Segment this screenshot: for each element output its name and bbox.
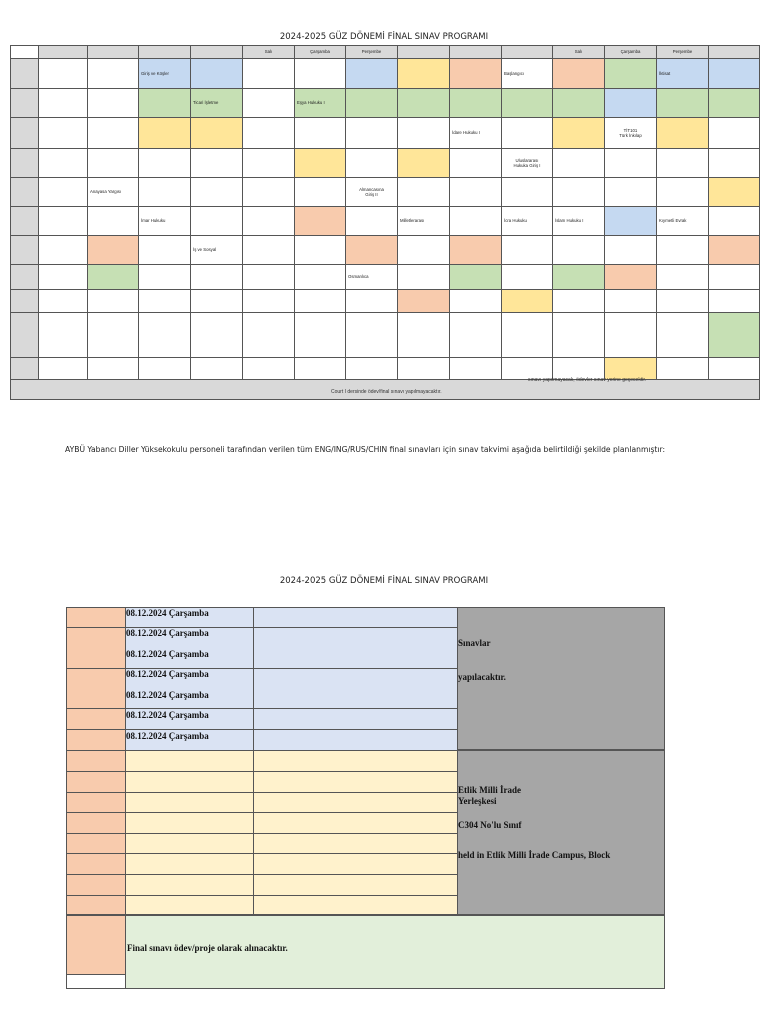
grid-cell bbox=[450, 236, 502, 265]
grid-cell bbox=[502, 265, 553, 290]
gray-note-2-line-1: Etlik Milli İrade bbox=[458, 785, 521, 795]
grid-cell bbox=[398, 178, 450, 207]
grid-header-cell bbox=[398, 46, 450, 59]
grid-cell bbox=[88, 118, 139, 149]
grid-cell bbox=[398, 313, 450, 358]
grid-cell bbox=[11, 236, 39, 265]
grid-cell bbox=[657, 118, 709, 149]
grid-cell bbox=[709, 118, 760, 149]
grid-cell bbox=[243, 313, 295, 358]
grid-cell bbox=[605, 207, 657, 236]
grid-cell bbox=[657, 358, 709, 380]
white-corner-cell bbox=[66, 975, 126, 989]
grid-cell: Almancasına Giriş II bbox=[346, 178, 398, 207]
grid-cell bbox=[88, 290, 139, 313]
grid-header-cell: Çarşamba bbox=[295, 46, 346, 59]
grid-cell bbox=[295, 290, 346, 313]
grid-cell bbox=[243, 265, 295, 290]
grid-cell bbox=[191, 118, 243, 149]
grid-cell: İktisat bbox=[657, 59, 709, 89]
grid-cell bbox=[243, 59, 295, 89]
grid-cell bbox=[243, 358, 295, 380]
grid-cell: Kıymetli Evrak bbox=[657, 207, 709, 236]
gray-note-2-line-4: held in Etlik Milli İrade Campus, Block bbox=[458, 850, 611, 860]
grid-cell bbox=[657, 149, 709, 178]
grid-cell: Anayasa Yargısı bbox=[88, 178, 139, 207]
blue-empty-cell bbox=[253, 627, 458, 669]
grid-cell bbox=[709, 236, 760, 265]
grid-cell bbox=[39, 265, 88, 290]
grid-cell bbox=[295, 178, 346, 207]
grid-cell bbox=[398, 236, 450, 265]
yellow-cell bbox=[253, 792, 458, 813]
grid-cell bbox=[191, 59, 243, 89]
grid-cell bbox=[605, 59, 657, 89]
grid-cell bbox=[11, 59, 39, 89]
orange-label-cell bbox=[66, 729, 126, 751]
grid-header-cell bbox=[450, 46, 502, 59]
grid-cell: Osmanlıca bbox=[346, 265, 398, 290]
yellow-cell bbox=[253, 812, 458, 834]
grid-cell bbox=[139, 236, 191, 265]
grid-header-cell bbox=[502, 46, 553, 59]
grid-cell bbox=[39, 290, 88, 313]
orange-label-cell bbox=[66, 853, 126, 875]
grid-cell bbox=[553, 265, 605, 290]
grid-cell bbox=[657, 313, 709, 358]
grid-cell bbox=[139, 149, 191, 178]
exam-date-text: 08.12.2024 Çarşamba bbox=[126, 628, 209, 638]
grid-cell bbox=[502, 236, 553, 265]
orange-label-cell bbox=[66, 668, 126, 709]
grid-cell bbox=[191, 290, 243, 313]
grid-cell bbox=[11, 290, 39, 313]
grid-cell bbox=[243, 118, 295, 149]
grid-cell bbox=[502, 118, 553, 149]
grid-cell bbox=[709, 290, 760, 313]
grid-header-cell: Salı bbox=[243, 46, 295, 59]
yellow-cell bbox=[125, 895, 254, 915]
yellow-cell bbox=[253, 874, 458, 896]
grid-cell bbox=[553, 290, 605, 313]
grid-cell bbox=[709, 207, 760, 236]
grid-cell bbox=[450, 89, 502, 118]
grid-cell bbox=[398, 358, 450, 380]
grid-cell bbox=[243, 178, 295, 207]
grid-cell bbox=[139, 265, 191, 290]
grid-header-cell bbox=[11, 46, 39, 59]
grid-header-cell bbox=[139, 46, 191, 59]
grid-cell bbox=[709, 89, 760, 118]
grid-cell bbox=[398, 59, 450, 89]
grid-header-cell bbox=[709, 46, 760, 59]
blue-empty-cell bbox=[253, 729, 458, 751]
grid-cell bbox=[346, 207, 398, 236]
gray-note-2-line-3: C304 No'lu Sınıf bbox=[458, 820, 522, 830]
grid-cell bbox=[139, 118, 191, 149]
grid-cell bbox=[11, 313, 39, 358]
grid-cell bbox=[243, 236, 295, 265]
grid-cell bbox=[39, 207, 88, 236]
grid-cell bbox=[191, 207, 243, 236]
yellow-cell bbox=[125, 853, 254, 875]
grid-cell: Ticari İşletme bbox=[191, 89, 243, 118]
yellow-cell bbox=[125, 874, 254, 896]
final-note-text: Final sınavı ödev/proje olarak alınacaktır. bbox=[127, 943, 288, 953]
grid-cell bbox=[450, 149, 502, 178]
grid-cell: Başlangıcı bbox=[502, 59, 553, 89]
grid-cell bbox=[346, 358, 398, 380]
yellow-cell bbox=[125, 750, 254, 772]
yellow-cell bbox=[125, 792, 254, 813]
grid-cell bbox=[346, 236, 398, 265]
yellow-cell bbox=[253, 771, 458, 793]
yellow-cell bbox=[253, 833, 458, 854]
grid-cell bbox=[243, 207, 295, 236]
grid-cell: İslam Hukuku I bbox=[553, 207, 605, 236]
orange-label-cell bbox=[66, 812, 126, 834]
grid-cell bbox=[553, 59, 605, 89]
grid-cell bbox=[553, 149, 605, 178]
orange-label-cell bbox=[66, 915, 126, 975]
grid-header-cell: Perşembe bbox=[657, 46, 709, 59]
grid-cell bbox=[139, 178, 191, 207]
grid-cell bbox=[605, 290, 657, 313]
grid-cell bbox=[398, 149, 450, 178]
grid-cell bbox=[709, 59, 760, 89]
grid-cell bbox=[553, 236, 605, 265]
footer-note-1: sınavı yapılmayacak, ödevler sınav yerine geçecektir. bbox=[528, 377, 647, 383]
grid-cell bbox=[39, 313, 88, 358]
yellow-cell bbox=[253, 750, 458, 772]
grid-cell: İdare Hukuku I bbox=[450, 118, 502, 149]
grid-cell bbox=[450, 358, 502, 380]
grid-cell bbox=[450, 178, 502, 207]
grid-cell bbox=[191, 178, 243, 207]
grid-cell bbox=[398, 118, 450, 149]
grid-header-cell bbox=[39, 46, 88, 59]
exam-date-text: 08.12.2024 Çarşamba bbox=[126, 608, 209, 618]
grid-cell bbox=[88, 358, 139, 380]
grid-cell bbox=[191, 313, 243, 358]
grid-cell bbox=[88, 207, 139, 236]
grid-cell: Giriş ve Köşler bbox=[139, 59, 191, 89]
grid-cell bbox=[346, 118, 398, 149]
grid-cell bbox=[553, 89, 605, 118]
grid-cell bbox=[295, 118, 346, 149]
grid-header-cell bbox=[88, 46, 139, 59]
grid-cell bbox=[398, 265, 450, 290]
grid-cell: İmar Hukuku bbox=[139, 207, 191, 236]
grid-cell bbox=[243, 149, 295, 178]
grid-cell bbox=[11, 178, 39, 207]
grid-cell bbox=[502, 178, 553, 207]
yellow-cell bbox=[125, 812, 254, 834]
grid-cell bbox=[243, 290, 295, 313]
grid-cell: TİT101 Türk İnkılap bbox=[605, 118, 657, 149]
grid-cell bbox=[39, 358, 88, 380]
grid-cell bbox=[709, 358, 760, 380]
exam-date-text: 08.12.2024 Çarşamba bbox=[126, 649, 209, 659]
grid-cell bbox=[295, 236, 346, 265]
grid-cell bbox=[139, 313, 191, 358]
grid-cell bbox=[88, 236, 139, 265]
grid-cell bbox=[502, 89, 553, 118]
grid-cell bbox=[88, 59, 139, 89]
grid-cell bbox=[605, 313, 657, 358]
grid-cell bbox=[450, 207, 502, 236]
grid-cell bbox=[295, 358, 346, 380]
grid-header-cell: Perşembe bbox=[346, 46, 398, 59]
grid-cell bbox=[295, 207, 346, 236]
grid-cell: İcra Hukuku bbox=[502, 207, 553, 236]
grid-cell bbox=[88, 265, 139, 290]
grid-cell bbox=[605, 178, 657, 207]
grid-cell bbox=[11, 265, 39, 290]
grid-cell bbox=[398, 89, 450, 118]
grid-cell bbox=[450, 290, 502, 313]
gray-note-2-line-2: Yerleşkesi bbox=[458, 796, 497, 806]
grid-cell: Eşya Hukuku I bbox=[295, 89, 346, 118]
bottom-schedule-title: 2024-2025 GÜZ DÖNEMİ FİNAL SINAV PROGRAMI bbox=[279, 576, 489, 586]
orange-label-cell bbox=[66, 874, 126, 896]
yellow-cell bbox=[125, 771, 254, 793]
grid-cell bbox=[450, 313, 502, 358]
grid-cell bbox=[11, 207, 39, 236]
grid-cell bbox=[450, 265, 502, 290]
grid-cell bbox=[295, 265, 346, 290]
grid-cell bbox=[11, 149, 39, 178]
grid-cell bbox=[295, 313, 346, 358]
grid-cell bbox=[553, 313, 605, 358]
grid-cell bbox=[657, 178, 709, 207]
grid-cell bbox=[502, 313, 553, 358]
grid-cell bbox=[139, 358, 191, 380]
grid-cell bbox=[346, 149, 398, 178]
grid-cell bbox=[657, 290, 709, 313]
grid-cell bbox=[709, 265, 760, 290]
grid-header-cell bbox=[191, 46, 243, 59]
grid-cell bbox=[295, 149, 346, 178]
grid-cell bbox=[709, 313, 760, 358]
grid-cell bbox=[605, 236, 657, 265]
gray-note-1-line-1: Sınavlar bbox=[458, 638, 491, 648]
grid-cell bbox=[553, 118, 605, 149]
exam-date-text: 08.12.2024 Çarşamba bbox=[126, 731, 209, 741]
gray-note-cell-2 bbox=[457, 750, 665, 915]
yellow-cell bbox=[125, 833, 254, 854]
grid-cell bbox=[709, 149, 760, 178]
intro-paragraph: AYBÜ Yabancı Diller Yüksekokulu personeli tarafından verilen tüm ENG/ING/RUS/CHIN final sınavları için sınav takvimi aşağıda belirtildiği şekilde planlanmıştır: bbox=[65, 445, 666, 454]
grid-cell bbox=[139, 290, 191, 313]
orange-label-cell bbox=[66, 771, 126, 793]
exam-date-text: 08.12.2024 Çarşamba bbox=[126, 669, 209, 679]
grid-cell bbox=[88, 313, 139, 358]
orange-label-cell bbox=[66, 833, 126, 854]
grid-cell bbox=[605, 149, 657, 178]
orange-label-cell bbox=[66, 750, 126, 772]
grid-cell bbox=[243, 89, 295, 118]
exam-date-text: 08.12.2024 Çarşamba bbox=[126, 690, 209, 700]
grid-cell bbox=[657, 236, 709, 265]
grid-cell bbox=[346, 89, 398, 118]
orange-label-cell bbox=[66, 607, 126, 628]
grid-cell bbox=[605, 265, 657, 290]
grid-cell bbox=[191, 265, 243, 290]
grid-cell bbox=[139, 89, 191, 118]
grid-cell bbox=[39, 149, 88, 178]
grid-header-cell: Salı bbox=[553, 46, 605, 59]
grid-cell bbox=[657, 89, 709, 118]
grid-cell bbox=[11, 118, 39, 149]
orange-label-cell bbox=[66, 895, 126, 915]
blue-empty-cell bbox=[253, 607, 458, 628]
top-schedule-title: 2024-2025 GÜZ DÖNEMİ FİNAL SINAV PROGRAMI bbox=[279, 32, 489, 42]
grid-cell bbox=[553, 178, 605, 207]
grid-cell bbox=[657, 265, 709, 290]
grid-cell bbox=[39, 178, 88, 207]
grid-cell bbox=[191, 358, 243, 380]
orange-label-cell bbox=[66, 708, 126, 730]
yellow-cell bbox=[253, 853, 458, 875]
gray-note-1-line-2: yapılacaktır. bbox=[458, 672, 506, 682]
yellow-cell bbox=[253, 895, 458, 915]
grid-cell: İş ve Sosyal bbox=[191, 236, 243, 265]
grid-cell bbox=[502, 290, 553, 313]
grid-cell bbox=[709, 178, 760, 207]
grid-cell bbox=[11, 358, 39, 380]
orange-label-cell bbox=[66, 627, 126, 669]
grid-cell bbox=[450, 59, 502, 89]
grid-cell bbox=[398, 290, 450, 313]
grid-cell: Uluslararası Hukuka Giriş I bbox=[502, 149, 553, 178]
grid-cell bbox=[605, 89, 657, 118]
exam-date-text: 08.12.2024 Çarşamba bbox=[126, 710, 209, 720]
grid-cell bbox=[88, 149, 139, 178]
grid-cell bbox=[39, 236, 88, 265]
grid-cell bbox=[346, 59, 398, 89]
grid-cell bbox=[191, 149, 243, 178]
blue-empty-cell bbox=[253, 708, 458, 730]
grid-cell bbox=[39, 59, 88, 89]
grid-cell: Milletlerarası bbox=[398, 207, 450, 236]
orange-label-cell bbox=[66, 792, 126, 813]
grid-cell bbox=[346, 313, 398, 358]
footer-note-2: Court I dersinde ödev/final sınavı yapılmayacaktır. bbox=[331, 389, 442, 395]
grid-header-cell: Çarşamba bbox=[605, 46, 657, 59]
grid-cell bbox=[295, 59, 346, 89]
grid-cell bbox=[88, 89, 139, 118]
grid-cell bbox=[346, 290, 398, 313]
grid-cell bbox=[39, 89, 88, 118]
grid-cell bbox=[11, 89, 39, 118]
grid-cell bbox=[39, 118, 88, 149]
blue-empty-cell bbox=[253, 668, 458, 709]
